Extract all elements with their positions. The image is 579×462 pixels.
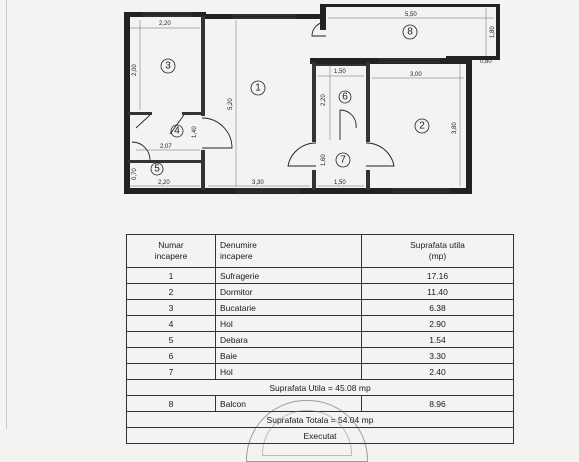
door-closet <box>132 142 150 160</box>
table-row: 7 Hol 2.40 <box>127 364 514 380</box>
header-room-number: Numar incapere <box>127 235 216 268</box>
wall-left <box>124 12 130 194</box>
executat-label: Executat <box>127 428 514 444</box>
dim-1-50-top: 1,50 <box>334 69 346 75</box>
wall-hall7-left <box>312 170 316 190</box>
table-header-row <box>127 235 514 268</box>
room-number-8: 8 <box>407 26 413 38</box>
wall-balcony-top <box>320 4 500 7</box>
wall-bath-left <box>312 62 316 142</box>
door-living <box>202 118 232 148</box>
table-row: 5 Debara 1.54 <box>127 332 514 348</box>
interior-walls <box>128 16 370 190</box>
dim-0-80: 0,80 <box>480 59 492 65</box>
dim-1-60: 1,60 <box>321 154 327 166</box>
table-row: 6 Baie 3.30 <box>127 348 514 364</box>
useful-total-row <box>127 380 514 396</box>
room-number-3: 3 <box>165 60 171 72</box>
wall-kitchen-living <box>201 16 205 116</box>
wall-closet-top <box>128 160 204 163</box>
balcony-row: 8 Balcon 8.96 <box>127 396 514 412</box>
wall-balcony-bottom <box>446 56 500 60</box>
dim-0-70: 0,70 <box>132 168 138 180</box>
wall-balcony-left <box>320 4 326 30</box>
grand-total: Suprafata Totala = 54.04 mp <box>127 412 514 428</box>
room-number-4: 4 <box>174 125 180 137</box>
floor-plan <box>0 0 579 230</box>
header-room-name: Denumire incapere <box>216 235 362 268</box>
room-number-1: 1 <box>255 82 261 94</box>
room-number-5: 5 <box>154 163 160 175</box>
room-number-6: 6 <box>342 91 348 103</box>
dim-2-20-bottom: 2,20 <box>158 180 170 186</box>
door-hall7-right <box>366 143 394 166</box>
useful-total: Suprafata Utila = 45.08 mp <box>127 380 514 396</box>
table-row: 1 Sufragerie 17.16 <box>127 268 514 284</box>
dim-1-80: 1,80 <box>490 26 496 38</box>
windows <box>142 13 450 192</box>
dim-3-00: 3,00 <box>410 72 422 78</box>
table-row: 4 Hol 2.90 <box>127 316 514 332</box>
room-number-7: 7 <box>340 154 346 166</box>
dim-2-00: 2,00 <box>132 64 138 76</box>
dim-3-30: 3,30 <box>252 180 264 186</box>
door-hall7-left <box>288 143 316 166</box>
wall-kitchen-bottom-a <box>128 112 152 115</box>
dim-2-20-mid: 2,20 <box>321 94 327 106</box>
wall-hall7-right <box>366 170 370 190</box>
wall-bath-top <box>314 64 366 66</box>
dim-5-50: 5,50 <box>405 12 417 18</box>
header-room-area: Suprafata utila (mp) <box>362 235 514 268</box>
dim-1-40: 1,40 <box>192 126 198 138</box>
wall-hall-living <box>201 150 205 190</box>
wall-balcony-right <box>496 4 500 60</box>
wall-right <box>466 60 472 194</box>
table-row: 2 Dormitor 11.40 <box>127 284 514 300</box>
door-bath <box>340 110 356 140</box>
dim-3-80: 3,80 <box>452 122 458 134</box>
wall-bath-right <box>366 62 370 142</box>
dim-5-20: 5,20 <box>228 98 234 110</box>
wall-kitchen-bottom-b <box>182 112 204 115</box>
dim-2-07: 2,07 <box>160 144 172 150</box>
table-row: 3 Bucatarie 6.38 <box>127 300 514 316</box>
room-number-2: 2 <box>419 120 425 132</box>
dim-1-50-bottom: 1,50 <box>334 180 346 186</box>
dim-2-20-top: 2,20 <box>159 21 171 27</box>
